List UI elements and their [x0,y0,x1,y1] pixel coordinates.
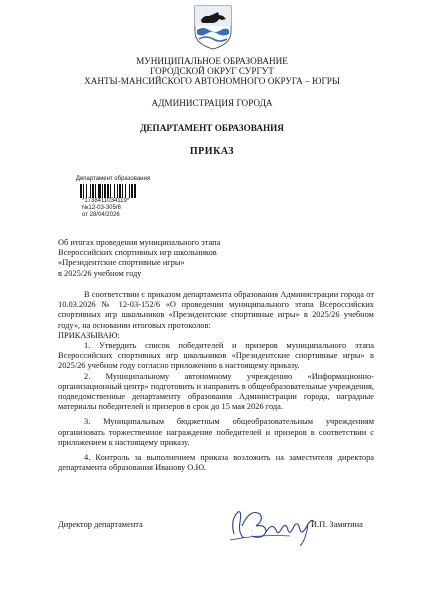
coat-of-arms-icon [192,4,234,50]
header-administration: АДМИНИСТРАЦИЯ ГОРОДА [151,98,273,108]
registration-stamp [56,176,156,219]
order-word: ПРИКАЗЫВАЮ: [58,330,120,340]
body-intro: В соответствии с приказом департамента образования Администрации города от 10.03.2026 № 12-03-152/6 «О проведении муниципального этапа Всероссийских спортивных игр школьников «Президентские спортивные игры» в 2025/26 учебном году», на основании итоговых протоколов: [58,290,374,330]
subject-line: Об итогах проведения муниципального этапа [58,238,221,247]
subject-line: Всероссийских спортивных игр школьников [58,248,217,258]
document-type-title: ПРИКАЗ [189,146,235,157]
signatory-name: И.П. Замятина [311,520,363,529]
header-department: ДЕПАРТАМЕНТ ОБРАЗОВАНИЯ [140,123,284,133]
stamp-title: Департамент образования [75,176,151,182]
barcode-icon [80,184,144,198]
order-item-2: 2. Муниципальному автономному учреждению «Информационно-организационный центр» подготовить и направить в общеобразовательные учреждения, подведомственные департаменту образования Администрации города, наградные материалы победителей и призеров в срок до 15 мая 2026 года. [58,371,374,412]
order-item-4: 4. Контроль за выполнением приказа возложить на заместителя директора департамента образования Иванову О.Ю. [58,453,374,473]
signatory-position: Директор департамента [58,520,143,529]
subject-line: в 2025/26 учебном году [58,268,142,278]
order-item-3: 3. Муниципальным бюджетным общеобразовательным учреждениям организовать торжественное награждение победителей и призеров в соответствии с приложением к настоящему приказу. [58,417,374,447]
document-subject [58,238,220,279]
stamp-reg-number: №12-03-305/6 [82,205,121,211]
header-line-region: ХАНТЫ-МАНСИЙСКОГО АВТОНОМНОГО ОКРУГА – ЮГРЫ [84,76,340,86]
stamp-date: от 28/04/2026 [82,212,120,218]
header-line-city: ГОРОДСКОЙ ОКРУГ СУРГУТ [150,66,274,76]
stamp-barcode-number: *1738411034119* [82,198,130,204]
header-line-municipality: МУНИЦИПАЛЬНОЕ ОБРАЗОВАНИЕ [136,56,288,66]
subject-line: «Президентские спортивные игры» [58,258,185,268]
document-body [58,290,374,473]
order-item-1: 1. Утвердить список победителей и призеров муниципального этапа Всероссийских спортивных игр школьников «Президентские спортивные игры» в 2025/26 учебном году согласно приложению к настоящему приказу. [58,341,374,371]
